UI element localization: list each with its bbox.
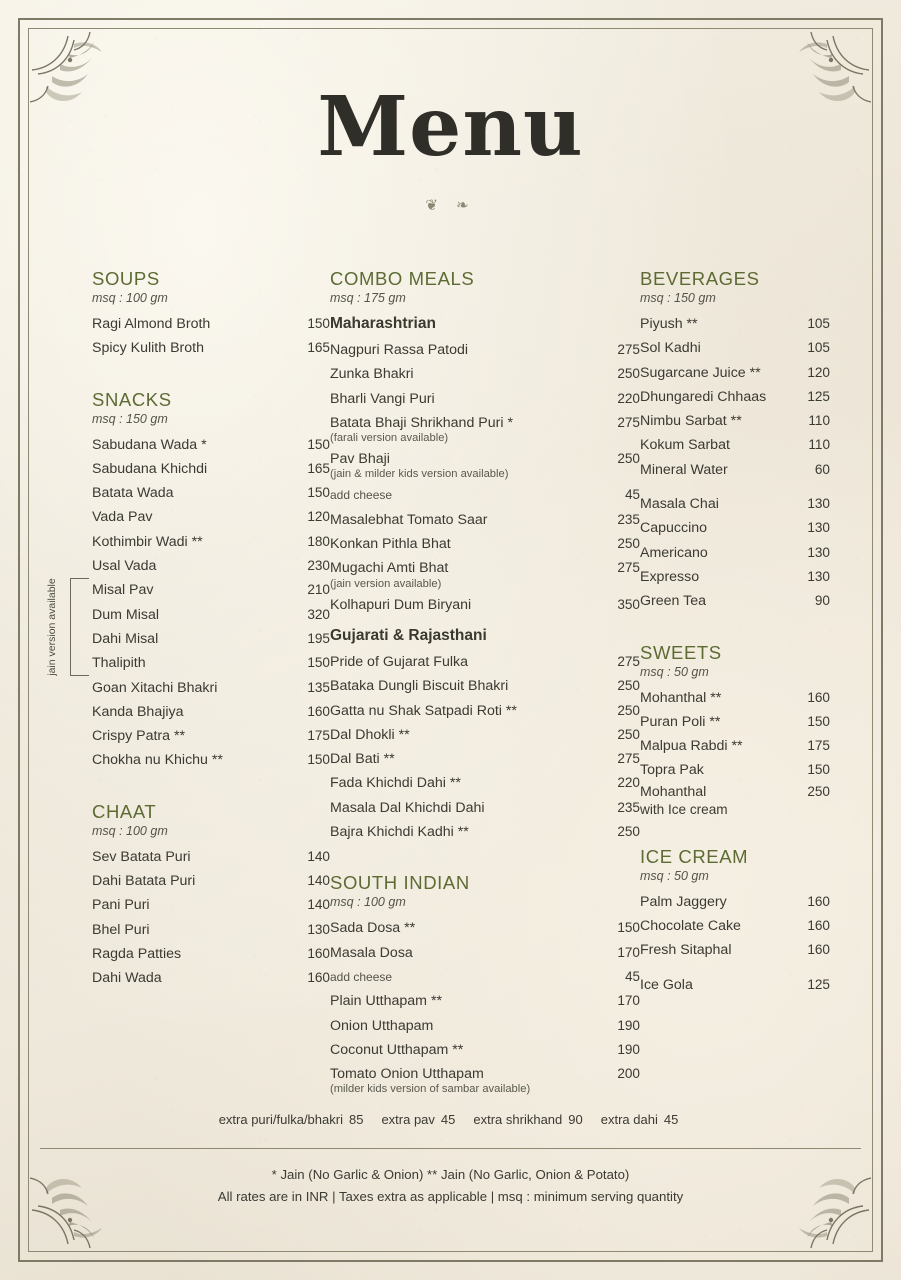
menu-item-row bbox=[92, 505, 330, 529]
menu-item-row bbox=[92, 676, 330, 700]
terms-text: All rates are in INR | Taxes extra as applicable | msq : minimum serving quantity bbox=[217, 1189, 684, 1204]
menu-item-name: Sol Kadhi bbox=[640, 340, 701, 357]
menu-item-price: 165 bbox=[307, 340, 330, 356]
menu-item-row bbox=[330, 723, 640, 747]
menu-item-row bbox=[330, 593, 640, 617]
menu-item-name: add cheese bbox=[330, 488, 393, 503]
menu-item-name: Capuccino bbox=[640, 520, 708, 537]
menu-item-price: 150 bbox=[807, 713, 830, 729]
menu-item-name: Dal Dhokli ** bbox=[330, 726, 410, 743]
menu-item-row bbox=[640, 336, 830, 360]
menu-item-price: 250 bbox=[617, 451, 640, 467]
menu-item-note: (milder kids version of sambar available) bbox=[330, 1083, 531, 1096]
menu-item-row bbox=[92, 457, 330, 481]
menu-item-name: Sabudana Khichdi bbox=[92, 460, 208, 477]
menu-item-name: Sev Batata Puri bbox=[92, 848, 191, 865]
menu-item-row bbox=[92, 578, 330, 602]
subsection-heading: Gujarati & Rajasthani bbox=[330, 626, 487, 644]
menu-item-price: 130 bbox=[807, 496, 830, 512]
menu-item-name: Green Tea bbox=[640, 593, 706, 610]
section-spacer bbox=[92, 773, 330, 801]
section-heading: SWEETS bbox=[640, 641, 722, 663]
menu-item-name: Topra Pak bbox=[640, 762, 704, 779]
menu-item-name: Spicy Kulith Broth bbox=[92, 340, 204, 357]
section-msq: msq : 100 gm bbox=[330, 895, 406, 910]
menu-item-note: (jain & milder kids version available) bbox=[330, 468, 509, 481]
menu-item-row bbox=[330, 532, 640, 556]
menu-item-price: 160 bbox=[307, 703, 330, 719]
menu-item-price: 150 bbox=[307, 436, 330, 452]
menu-item-name: Mineral Water bbox=[640, 461, 728, 478]
menu-item-name: Vada Pav bbox=[92, 509, 153, 526]
menu-item-name: Puran Poli ** bbox=[640, 713, 721, 730]
subsection-heading: Maharashtrian bbox=[330, 315, 436, 332]
menu-item-price: 160 bbox=[807, 893, 830, 909]
menu-item-price: 140 bbox=[307, 897, 330, 913]
menu-item-row bbox=[330, 747, 640, 771]
menu-item-name: Batata Bhaji Shrikhand Puri * bbox=[330, 414, 513, 431]
menu-item-name: Thalipith bbox=[92, 655, 146, 672]
menu-item-name: Batata Wada bbox=[92, 485, 174, 502]
menu-item-row bbox=[330, 796, 640, 820]
menu-item-row bbox=[92, 627, 330, 651]
menu-item-row bbox=[92, 869, 330, 893]
menu-item-price: 150 bbox=[307, 655, 330, 671]
menu-item-price: 105 bbox=[807, 340, 830, 356]
menu-item-name: Malpua Rabdi ** bbox=[640, 738, 743, 755]
page-title: Menu bbox=[317, 79, 584, 175]
footer-divider bbox=[40, 1148, 861, 1149]
menu-item-row bbox=[92, 481, 330, 505]
menu-item-row bbox=[640, 686, 830, 710]
menu-item-name: Coconut Utthapam ** bbox=[330, 1041, 464, 1058]
section-msq: msq : 100 gm bbox=[92, 291, 168, 305]
menu-item-row bbox=[330, 674, 640, 698]
menu-item-name: Dum Misal bbox=[92, 606, 160, 623]
menu-item-name: Fada Khichdi Dahi ** bbox=[330, 775, 461, 792]
menu-column-right bbox=[640, 268, 830, 1098]
menu-item-price: 275 bbox=[617, 751, 640, 767]
menu-item-row bbox=[330, 1014, 640, 1038]
menu-item-name: add cheese bbox=[330, 969, 393, 984]
menu-item-price: 160 bbox=[307, 945, 330, 961]
menu-item-list bbox=[330, 338, 640, 617]
menu-item-name: Kokum Sarbat bbox=[640, 437, 730, 454]
menu-item-row bbox=[640, 890, 830, 914]
menu-item-note: (farali version available) bbox=[330, 432, 449, 445]
menu-column-left bbox=[46, 268, 330, 1098]
jain-version-group bbox=[46, 578, 330, 676]
menu-item-price: 235 bbox=[617, 511, 640, 527]
menu-item-name: Zunka Bhakri bbox=[330, 366, 414, 383]
menu-item-price: 45 bbox=[625, 968, 640, 984]
menu-item-row bbox=[330, 387, 640, 411]
menu-item-price: 150 bbox=[307, 316, 330, 331]
menu-item-list bbox=[330, 650, 640, 844]
menu-item-row bbox=[92, 554, 330, 578]
menu-item-list bbox=[640, 312, 830, 614]
section-heading: SOUPS bbox=[92, 268, 160, 289]
menu-item-price: 275 bbox=[617, 342, 640, 357]
menu-item-list bbox=[92, 845, 330, 991]
menu-item-price: 175 bbox=[307, 728, 330, 744]
section-msq: msq : 50 gm bbox=[640, 664, 709, 679]
menu-columns bbox=[46, 268, 831, 1098]
menu-item-price: 120 bbox=[807, 364, 830, 380]
menu-item-name-line1: Mohanthal bbox=[640, 783, 707, 800]
section-heading: ICE CREAM bbox=[640, 845, 749, 867]
extra-label: extra shrikhand bbox=[473, 1112, 563, 1127]
menu-item-price: 195 bbox=[307, 630, 330, 646]
menu-item-name: Crispy Patra ** bbox=[92, 728, 186, 745]
menu-item-price: 130 bbox=[807, 520, 830, 536]
menu-item-list bbox=[92, 312, 330, 361]
menu-item-row bbox=[92, 918, 330, 942]
menu-item-price: 250 bbox=[617, 536, 640, 552]
bracket-label: jain version available bbox=[46, 578, 58, 676]
menu-item-price: 250 bbox=[617, 824, 640, 840]
menu-item-price: 320 bbox=[307, 606, 330, 622]
menu-item-price: 130 bbox=[807, 544, 830, 560]
menu-item-row bbox=[640, 783, 830, 818]
menu-item-name: Mugachi Amti Bhat bbox=[330, 560, 449, 577]
menu-item-name: Chocolate Cake bbox=[640, 918, 741, 935]
menu-item-row bbox=[640, 433, 830, 457]
menu-item-row bbox=[330, 965, 640, 989]
bracket-icon bbox=[70, 578, 89, 675]
menu-item-row bbox=[92, 724, 330, 748]
menu-item-price: 220 bbox=[617, 390, 640, 406]
footer-notes bbox=[0, 1164, 901, 1208]
menu-item-name: Ice Gola bbox=[640, 976, 693, 993]
menu-item-row bbox=[330, 508, 640, 532]
legend-text: * Jain (No Garlic & Onion) ** Jain (No Garlic, Onion & Potato) bbox=[271, 1167, 630, 1182]
menu-item-price: 275 bbox=[617, 560, 640, 576]
menu-item-price: 160 bbox=[807, 942, 830, 958]
menu-item-name: Pani Puri bbox=[92, 897, 150, 914]
menu-item-row bbox=[330, 820, 640, 844]
extra-label: extra dahi bbox=[600, 1112, 658, 1127]
menu-item-name: Bharli Vangi Puri bbox=[330, 390, 435, 407]
menu-item-name: Piyush ** bbox=[640, 316, 698, 332]
menu-item-row bbox=[92, 651, 330, 675]
menu-item-price: 170 bbox=[617, 944, 640, 960]
menu-item-name-line2: with Ice cream bbox=[640, 801, 728, 817]
extra-price: 45 bbox=[663, 1112, 679, 1127]
menu-item-row bbox=[640, 385, 830, 409]
section-spacer bbox=[330, 844, 640, 872]
menu-item-price: 130 bbox=[807, 568, 830, 584]
menu-item-name: Chokha nu Khichu ** bbox=[92, 752, 223, 769]
menu-item-name: Ragi Almond Broth bbox=[92, 316, 211, 332]
menu-item-row bbox=[92, 336, 330, 360]
menu-item-price: 250 bbox=[807, 783, 830, 799]
menu-item-price: 150 bbox=[307, 752, 330, 768]
section-msq: msq : 150 gm bbox=[640, 291, 716, 305]
menu-item-list bbox=[640, 890, 830, 997]
menu-item-name: Pav Bhaji bbox=[330, 451, 390, 468]
menu-item-name: Dal Bati ** bbox=[330, 751, 395, 768]
menu-item-name: Bhel Puri bbox=[92, 921, 150, 938]
menu-item-price: 125 bbox=[807, 976, 830, 992]
menu-item-row bbox=[92, 966, 330, 990]
menu-item-price: 200 bbox=[617, 1066, 640, 1082]
menu-item-row bbox=[92, 433, 330, 457]
menu-item-price: 160 bbox=[307, 970, 330, 986]
menu-item-price: 230 bbox=[307, 558, 330, 574]
menu-item-row bbox=[92, 530, 330, 554]
menu-item-price: 275 bbox=[617, 653, 640, 669]
menu-column-center bbox=[330, 268, 640, 1098]
menu-item-price: 110 bbox=[808, 437, 830, 453]
menu-item-price: 175 bbox=[807, 738, 830, 754]
menu-item-price: 125 bbox=[807, 388, 830, 404]
menu-item-price: 140 bbox=[307, 873, 330, 889]
menu-item-row bbox=[92, 748, 330, 772]
section-heading: CHAAT bbox=[92, 800, 157, 822]
menu-item-list bbox=[640, 686, 830, 818]
menu-item-row bbox=[640, 361, 830, 385]
menu-item-row bbox=[330, 1038, 640, 1062]
list-spacer bbox=[640, 963, 830, 973]
menu-item-name: Masalebhat Tomato Saar bbox=[330, 511, 488, 528]
menu-item-name: Konkan Pithla Bhat bbox=[330, 536, 451, 553]
menu-item-price: 275 bbox=[617, 414, 640, 430]
menu-item-row bbox=[640, 458, 830, 482]
menu-item-price: 210 bbox=[307, 582, 330, 598]
menu-item-price: 250 bbox=[617, 366, 640, 382]
menu-item-row bbox=[330, 483, 640, 507]
title-flourish-icon: ❦ ❧ bbox=[425, 197, 476, 214]
extra-label: extra pav bbox=[381, 1112, 435, 1127]
menu-item-price: 170 bbox=[617, 993, 640, 1009]
menu-item-name: Kothimbir Wadi ** bbox=[92, 533, 203, 550]
menu-item-price: 45 bbox=[625, 487, 640, 503]
menu-item-name: Fresh Sitaphal bbox=[640, 942, 732, 959]
menu-item-price: 190 bbox=[617, 1041, 640, 1057]
menu-item-name: Tomato Onion Utthapam bbox=[330, 1066, 484, 1083]
menu-item-price: 165 bbox=[307, 460, 330, 476]
menu-item-price: 150 bbox=[807, 762, 830, 778]
menu-item-row bbox=[330, 941, 640, 965]
menu-item-row bbox=[92, 893, 330, 917]
menu-item-price: 220 bbox=[617, 775, 640, 791]
menu-item-name: Nagpuri Rassa Patodi bbox=[330, 342, 469, 358]
menu-item-row bbox=[640, 409, 830, 433]
menu-item-row bbox=[640, 973, 830, 997]
menu-item-name: Sugarcane Juice ** bbox=[640, 364, 761, 381]
section-spacer bbox=[92, 361, 330, 389]
menu-item-name: Palm Jaggery bbox=[640, 893, 727, 910]
menu-item-row bbox=[330, 650, 640, 674]
section-heading: COMBO MEALS bbox=[330, 268, 475, 289]
menu-item-price: 150 bbox=[617, 920, 640, 936]
menu-item-name: Ragda Patties bbox=[92, 945, 182, 962]
menu-item-price: 250 bbox=[617, 678, 640, 694]
menu-item-price: 135 bbox=[307, 679, 330, 695]
menu-item-row bbox=[92, 845, 330, 869]
menu-item-price: 235 bbox=[617, 799, 640, 815]
menu-item-price: 90 bbox=[814, 593, 830, 609]
section-heading: BEVERAGES bbox=[640, 268, 760, 289]
section-heading: SOUTH INDIAN bbox=[330, 872, 470, 894]
menu-item-row bbox=[640, 710, 830, 734]
menu-item-price: 60 bbox=[814, 461, 830, 477]
section-heading: SNACKS bbox=[92, 388, 172, 410]
menu-item-name: Americano bbox=[640, 544, 708, 561]
menu-item-price: 150 bbox=[307, 485, 330, 501]
menu-item-name: Sada Dosa ** bbox=[330, 920, 416, 937]
menu-item-row bbox=[330, 338, 640, 362]
menu-item-name: Misal Pav bbox=[92, 582, 154, 599]
menu-item-name: Masala Dosa bbox=[330, 944, 413, 961]
menu-item-row bbox=[330, 916, 640, 940]
section-spacer bbox=[640, 614, 830, 642]
menu-item-row bbox=[640, 734, 830, 758]
menu-item-row bbox=[330, 699, 640, 723]
menu-item-row bbox=[330, 989, 640, 1013]
extras-line bbox=[0, 1112, 901, 1127]
menu-item-row bbox=[640, 589, 830, 613]
menu-item-price: 250 bbox=[617, 726, 640, 742]
menu-item-name: Masala Chai bbox=[640, 496, 719, 513]
menu-item-price: 130 bbox=[307, 921, 330, 937]
menu-item-price: 180 bbox=[307, 533, 330, 549]
menu-item-name: Bataka Dungli Biscuit Bhakri bbox=[330, 678, 509, 695]
menu-item-name: Usal Vada bbox=[92, 558, 157, 575]
section-msq: msq : 100 gm bbox=[92, 823, 168, 838]
menu-item-price: 140 bbox=[307, 848, 330, 864]
menu-item-row bbox=[92, 700, 330, 724]
menu-item-row bbox=[92, 603, 330, 627]
section-msq: msq : 150 gm bbox=[92, 411, 168, 426]
menu-item-price: 250 bbox=[617, 702, 640, 718]
menu-item-name: Sabudana Wada * bbox=[92, 436, 207, 453]
menu-item-price: 160 bbox=[807, 689, 830, 705]
menu-item-row bbox=[640, 516, 830, 540]
section-msq: msq : 175 gm bbox=[330, 291, 406, 305]
extra-price: 90 bbox=[568, 1112, 583, 1127]
menu-item-name: Dhungaredi Chhaas bbox=[640, 388, 767, 405]
menu-item-name: Plain Utthapam ** bbox=[330, 993, 442, 1010]
extra-price: 45 bbox=[440, 1112, 456, 1127]
list-spacer bbox=[640, 482, 830, 492]
menu-item-row bbox=[640, 914, 830, 938]
menu-item-row bbox=[330, 362, 640, 386]
menu-item-name: Onion Utthapam bbox=[330, 1017, 434, 1034]
menu-item-list bbox=[330, 916, 640, 1096]
menu-item-name: Nimbu Sarbat ** bbox=[640, 413, 742, 430]
menu-item-row bbox=[640, 565, 830, 589]
menu-item-name: Kolhapuri Dum Biryani bbox=[330, 596, 472, 613]
menu-item-name: Pride of Gujarat Fulka bbox=[330, 653, 468, 670]
menu-item-row bbox=[640, 492, 830, 516]
menu-item-name: Dahi Wada bbox=[92, 970, 162, 987]
menu-item-name bbox=[640, 784, 790, 818]
section-msq: msq : 50 gm bbox=[640, 868, 709, 883]
menu-item-row bbox=[640, 541, 830, 565]
menu-item-name: Goan Xitachi Bhakri bbox=[92, 679, 218, 696]
extra-price: 85 bbox=[348, 1112, 364, 1127]
menu-item-name: Bajra Khichdi Kadhi ** bbox=[330, 824, 469, 841]
menu-item-price: 105 bbox=[807, 316, 830, 331]
menu-item-name: Masala Dal Khichdi Dahi bbox=[330, 799, 485, 816]
menu-item-row bbox=[92, 312, 330, 336]
menu-item-row bbox=[640, 938, 830, 962]
menu-item-row bbox=[640, 758, 830, 782]
menu-item-name: Mohanthal ** bbox=[640, 689, 722, 706]
menu-item-name: Expresso bbox=[640, 568, 700, 585]
menu-item-price: 350 bbox=[617, 596, 640, 612]
menu-item-name: Kanda Bhajiya bbox=[92, 703, 184, 720]
menu-item-name: Gatta nu Shak Satpadi Roti ** bbox=[330, 702, 517, 719]
section-spacer bbox=[640, 818, 830, 846]
menu-item-name: Dahi Misal bbox=[92, 630, 159, 647]
menu-item-price: 120 bbox=[307, 509, 330, 525]
menu-item-price: 110 bbox=[808, 413, 830, 429]
menu-item-row bbox=[330, 771, 640, 795]
menu-item-row bbox=[640, 312, 830, 336]
menu-item-row bbox=[92, 942, 330, 966]
menu-item-list bbox=[46, 433, 330, 773]
extra-label: extra puri/fulka/bhakri bbox=[218, 1112, 343, 1127]
menu-item-name: Dahi Batata Puri bbox=[92, 873, 196, 890]
menu-item-price: 190 bbox=[617, 1017, 640, 1033]
menu-item-note: (jain version available) bbox=[330, 577, 442, 590]
menu-item-price: 160 bbox=[807, 918, 830, 934]
